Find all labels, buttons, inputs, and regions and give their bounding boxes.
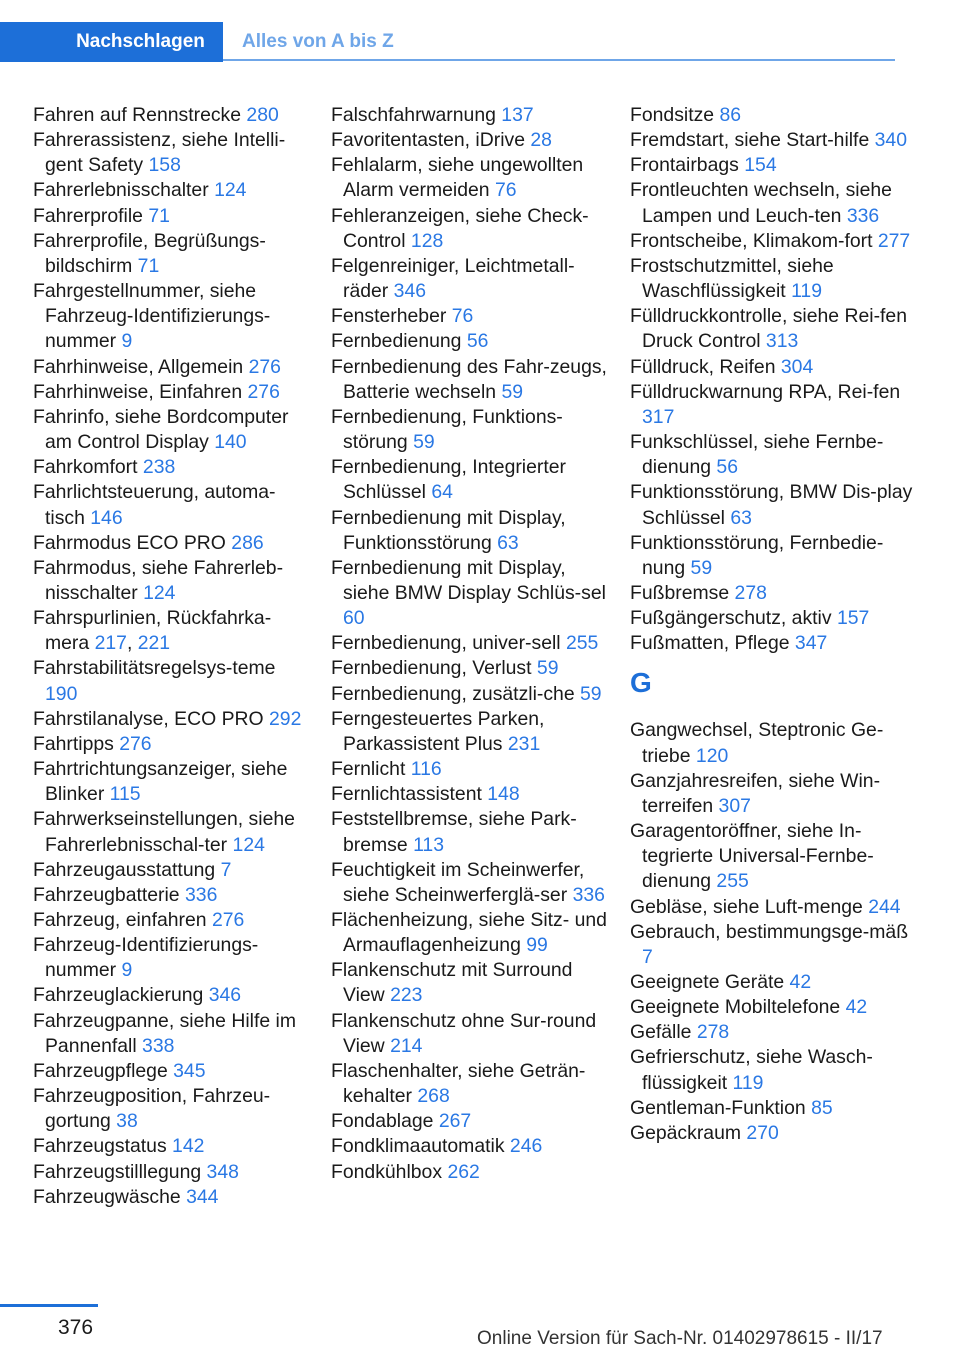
index-term: Fahrzeugwäsche (33, 1185, 181, 1208)
page-link[interactable]: 231 (507, 732, 541, 755)
index-term: Fensterheber (331, 305, 447, 328)
index-term: Fahrtrichtungsanzeiger, siehe Blinker (33, 758, 288, 806)
index-entry (33, 556, 313, 606)
index-entry (630, 355, 920, 380)
index-term: Fernbedienung mit Display, Funktionsstörung (331, 506, 566, 554)
index-entry (33, 204, 313, 229)
page-link[interactable]: 154 (744, 154, 777, 177)
index-entry (331, 682, 611, 707)
index-term: Fernlichtassistent (331, 783, 482, 806)
index-term: Fahrtipps (33, 732, 114, 755)
index-column-3 (630, 103, 920, 1146)
index-term: Feststellbremse, siehe Park-bremse (331, 808, 577, 856)
index-entry (630, 718, 920, 768)
page-link[interactable]: 246 (509, 1135, 543, 1158)
index-term: Fahrerassistenz, siehe Intelli-gent Safety (33, 129, 286, 177)
page-link[interactable]: 71 (137, 254, 160, 277)
index-entry (630, 1121, 920, 1146)
tab-alles-von-a-bis-z[interactable]: Alles von A bis Z (242, 31, 394, 52)
index-entry (331, 958, 611, 1008)
page-link[interactable]: 59 (413, 431, 435, 454)
index-entry (331, 1009, 611, 1059)
index-term: Gangwechsel, Steptronic Ge-triebe (630, 719, 884, 767)
index-term: Fehleranzeigen, siehe Check-Control (331, 204, 589, 252)
page-link[interactable]: 148 (487, 783, 520, 806)
page-link[interactable]: 276 (247, 380, 280, 403)
page-link[interactable]: 59 (580, 682, 602, 705)
index-entry (630, 153, 920, 178)
index-entry (331, 204, 611, 254)
page-link[interactable]: 338 (142, 1034, 175, 1057)
page-link[interactable]: 9 (121, 330, 133, 353)
index-entry (331, 757, 611, 782)
index-term: Fülldruckkontrolle, siehe Rei-fen Druck Control (630, 305, 907, 353)
page-link[interactable]: 124 (232, 833, 265, 856)
page-link[interactable]: 71 (148, 204, 170, 227)
index-entry (630, 531, 920, 581)
page-link[interactable]: 280 (246, 104, 279, 126)
page-link[interactable]: 9 (121, 959, 133, 982)
index-entry (33, 1009, 313, 1059)
page-link[interactable]: 124 (143, 581, 176, 604)
index-term: Frostschutzmittel, siehe Waschflüssigkeit (630, 254, 834, 303)
index-term: Fahrzeugausstattung (33, 858, 216, 881)
index-term: Fahrmodus ECO PRO (33, 531, 226, 554)
index-term: Fülldruckwarnung RPA, Rei-fen (630, 380, 901, 403)
index-entry (331, 1109, 611, 1134)
index-entry (33, 229, 313, 279)
index-entry: Fahrspurlinien, Rückfahrka-mera 217, 221 (33, 607, 272, 655)
index-term: Fahrspurlinien, Rückfahrka-mera (33, 607, 272, 655)
page-number-bar (0, 1304, 98, 1307)
index-entry (630, 254, 920, 304)
index-entry (630, 895, 920, 920)
index-entry (630, 178, 920, 228)
index-entry (331, 556, 611, 631)
page-link[interactable]: 113 (413, 833, 444, 856)
index-entry (630, 631, 920, 656)
index-term: Fahrstilanalyse, ECO PRO (33, 707, 264, 730)
page-link[interactable]: 99 (526, 934, 548, 957)
index-term: Falschfahrwarnung (331, 104, 496, 126)
index-term: Geeignete Geräte (630, 971, 785, 993)
page-link[interactable]: 304 (780, 355, 814, 378)
page-header (0, 22, 895, 62)
page-link[interactable]: 56 (716, 456, 738, 479)
index-entry (331, 506, 611, 556)
index-term: Flankenschutz ohne Sur-round View (331, 1009, 597, 1057)
page-link[interactable]: 190 (45, 682, 78, 705)
page-link[interactable]: 42 (845, 996, 868, 1019)
index-term: Fremdstart, siehe Start-hilfe (630, 129, 870, 152)
index-entry (331, 656, 611, 681)
index-term: Fahrerprofile, Begrüßungs-bildschirm (33, 229, 266, 277)
index-term: Fondsitze (630, 104, 715, 126)
index-entry (33, 983, 313, 1008)
index-term: Fernbedienung, univer-sell (331, 632, 561, 655)
index-term: Fondkühlbox (331, 1160, 443, 1183)
index-term: Frontscheibe, Klimakom-fort (630, 229, 873, 252)
index-entry (33, 455, 313, 480)
index-entry (630, 480, 920, 530)
page-link[interactable]: 38 (116, 1110, 138, 1133)
page-link[interactable]: 278 (734, 581, 767, 604)
page-link[interactable]: 286 (231, 531, 264, 554)
page-link[interactable]: 277 (877, 229, 911, 252)
page-link[interactable]: 238 (142, 456, 176, 479)
index-entry (630, 920, 920, 970)
index-entry (630, 606, 920, 631)
page-link[interactable]: 346 (208, 984, 242, 1007)
index-term: Fußbremse (630, 581, 730, 604)
index-entry (33, 757, 313, 807)
index-entry (630, 430, 920, 480)
page-link[interactable]: 137 (501, 104, 534, 126)
index-term: Fahrzeugstilllegung (33, 1160, 202, 1183)
index-entry (630, 128, 920, 153)
index-entry (331, 254, 611, 304)
index-entry (630, 229, 920, 254)
index-entry (331, 128, 611, 153)
page-link[interactable]: 76 (451, 305, 474, 328)
index-entry (630, 1020, 920, 1045)
index-term: Funktionsstörung, BMW Dis-play Schlüssel (630, 481, 913, 529)
page-link[interactable]: 347 (794, 632, 828, 655)
page-link[interactable]: 267 (438, 1110, 472, 1133)
page-link[interactable]: 344 (186, 1185, 219, 1208)
index-term: Fondklimaautomatik (331, 1135, 505, 1158)
page-link[interactable]: 292 (269, 707, 302, 730)
page-link[interactable]: 142 (172, 1135, 205, 1158)
tab-nachschlagen[interactable]: Nachschlagen (0, 22, 223, 62)
page-link[interactable]: 59 (536, 657, 559, 680)
index-term: Gefälle (630, 1021, 692, 1044)
index-term: Felgenreiniger, Leichtmetall-räder (331, 254, 575, 303)
index-term: Fahren auf Rennstrecke (33, 104, 242, 126)
index-column-1 (33, 103, 313, 1210)
index-term: Gepäckraum (630, 1121, 742, 1144)
index-term: Fahrkomfort (33, 456, 138, 479)
index-entry (33, 355, 313, 380)
page-link[interactable]: 336 (185, 883, 218, 906)
index-entry (33, 1160, 313, 1185)
index-entry (33, 1059, 313, 1084)
index-term: Geeignete Mobiltelefone (630, 996, 841, 1019)
page-link[interactable]: 60 (343, 607, 365, 630)
index-entry (33, 128, 313, 178)
index-term: Fahrerprofile (33, 204, 143, 227)
page-link[interactable]: 59 (690, 556, 713, 579)
page-link[interactable]: 255 (565, 632, 599, 655)
index-term: Funktionsstörung, Fernbedie-nung (630, 531, 884, 579)
index-entry (33, 1185, 313, 1210)
index-entry (33, 883, 313, 908)
index-term: Fernbedienung, Integrierter Schlüssel (331, 456, 566, 504)
index-term: Fahrzeug, einfahren (33, 909, 207, 931)
index-entry (331, 405, 611, 455)
index-term: Fahrhinweise, Allgemein (33, 355, 244, 378)
index-entry (331, 304, 611, 329)
index-entry (33, 807, 313, 857)
index-term: Fernbedienung des Fahr-zeugs, Batterie wechseln (331, 355, 607, 403)
index-term: Fehlalarm, siehe ungewollten Alarm vermeiden (331, 154, 584, 202)
index-term: Garagentoröffner, siehe In-tegrierte Universal-Fernbe-dienung (630, 820, 874, 893)
page-link[interactable]: 7 (642, 945, 653, 968)
index-entry (33, 1134, 313, 1159)
index-term: Ganzjahresreifen, siehe Win-terreifen (630, 769, 881, 817)
page-link[interactable]: 317 (642, 405, 675, 428)
index-term: Fahrzeugpanne, siehe Hilfe im Pannenfall (33, 1009, 296, 1057)
index-term: Fernbedienung (331, 330, 462, 353)
index-entry (630, 970, 920, 995)
index-entry (331, 103, 611, 128)
index-term: Flächenheizung, siehe Sitz- und Armauflagenheizung (331, 909, 607, 957)
index-term: Fußgängerschutz, aktiv (630, 607, 832, 630)
page-link[interactable]: 214 (390, 1034, 423, 1057)
page-link[interactable]: 278 (696, 1021, 730, 1044)
page-link[interactable]: 217 (94, 632, 127, 655)
page-link[interactable]: 268 (417, 1085, 450, 1108)
page-link[interactable]: 348 (206, 1160, 239, 1183)
index-term: Fahrwerkseinstellungen, siehe Fahrerlebnisschal-ter (33, 808, 295, 856)
index-term: Fahrinfo, siehe Bordcomputer am Control Display (33, 405, 289, 454)
index-term: Fahrzeug-Identifizierungs-nummer (33, 934, 259, 982)
index-term: Gefrierschutz, siehe Wasch-flüssigkeit (630, 1046, 873, 1094)
page-link[interactable]: 115 (109, 783, 141, 806)
index-entry (331, 707, 611, 757)
index-term: Fülldruck, Reifen (630, 355, 776, 378)
page-link[interactable]: 120 (695, 744, 729, 767)
index-term: Fahrzeuglackierung (33, 984, 204, 1007)
index-term: Fondablage (331, 1110, 434, 1133)
index-entry (630, 1096, 920, 1121)
index-entry (33, 707, 313, 732)
page-link[interactable]: 86 (719, 104, 742, 126)
index-term: Gebrauch, bestimmungsge-mäß (630, 920, 909, 943)
page-link[interactable]: 244 (868, 895, 901, 918)
page-link[interactable]: 119 (791, 280, 822, 303)
page-link[interactable]: 28 (530, 129, 552, 152)
index-term: Frontleuchten wechseln, siehe Lampen und Leuch-ten (630, 179, 892, 227)
index-entry (630, 304, 920, 354)
index-entry (33, 531, 313, 556)
page-link[interactable]: 262 (447, 1160, 480, 1183)
page-link[interactable]: 158 (148, 154, 181, 177)
page-link[interactable]: 345 (173, 1059, 206, 1082)
page-link[interactable]: 85 (811, 1096, 833, 1119)
index-term: Flankenschutz mit Surround View (331, 959, 573, 1007)
index-term: Fernbedienung mit Display, siehe BMW Display Schlüs-sel (331, 556, 606, 604)
index-column-2 (331, 103, 611, 1185)
index-term: Fahrhinweise, Einfahren (33, 380, 243, 403)
index-term: Favoritentasten, iDrive (331, 129, 525, 152)
page-link[interactable]: 56 (466, 330, 489, 353)
online-version-note: Online Version für Sach-Nr. 01402978615 - II/17 (477, 1328, 883, 1349)
page-link[interactable]: 157 (836, 607, 870, 630)
index-section-heading: G (630, 667, 652, 699)
index-term: Gentleman-Funktion (630, 1096, 806, 1119)
index-term: Gebläse, siehe Luft-menge (630, 895, 863, 918)
index-entry (331, 355, 611, 405)
index-term: Fahrlichtsteuerung, automa-tisch (33, 481, 276, 529)
index-term: Flaschenhalter, siehe Geträn-kehalter (331, 1059, 586, 1108)
page-link[interactable]: 124 (214, 179, 247, 202)
index-entry (331, 455, 611, 505)
page-link[interactable]: 270 (746, 1121, 779, 1144)
index-entry (331, 631, 611, 656)
index-entry (630, 103, 920, 128)
index-term: Feuchtigkeit im Scheinwerfer, siehe Scheinwerferglä-ser (331, 858, 585, 906)
page-link[interactable]: 223 (390, 984, 423, 1007)
index-entry (331, 153, 611, 203)
page-link[interactable]: 140 (214, 431, 247, 454)
page-link[interactable]: 276 (248, 355, 281, 378)
index-entry (331, 1134, 611, 1159)
index-term: Funkschlüssel, siehe Fernbe-dienung (630, 431, 884, 479)
index-term: Fernlicht (331, 758, 406, 781)
index-entry (630, 380, 920, 430)
page-link[interactable]: 313 (765, 330, 799, 353)
page-link[interactable]: 255 (716, 870, 749, 893)
page-link[interactable]: 59 (501, 380, 524, 403)
page-link[interactable]: 64 (431, 481, 453, 504)
index-term: Ferngesteuertes Parken, Parkassistent Plus (331, 707, 545, 755)
index-entry (33, 380, 313, 405)
page-link[interactable]: 336 (846, 204, 880, 227)
index-entry (331, 908, 611, 958)
index-entry (331, 1059, 611, 1109)
page-link[interactable]: 63 (497, 531, 519, 554)
page-link[interactable]: 276 (119, 732, 152, 755)
index-term: Fahrzeugstatus (33, 1135, 167, 1158)
page-link[interactable]: 76 (494, 179, 517, 202)
index-entry (33, 103, 313, 128)
index-entry (630, 769, 920, 819)
index-entry (33, 178, 313, 203)
header-divider (223, 59, 895, 61)
index-term: Fahrzeugpflege (33, 1059, 168, 1082)
index-entry (33, 933, 313, 983)
index-entry (630, 1045, 920, 1095)
index-entry (33, 480, 313, 530)
index-term: Fahrzeugposition, Fahrzeu-gortung (33, 1085, 271, 1133)
page-link[interactable]: 221 (137, 632, 171, 655)
page-link[interactable]: 63 (730, 506, 752, 529)
page-link[interactable]: 116 (410, 758, 442, 781)
index-entry (331, 1160, 611, 1185)
page-link[interactable]: 336 (572, 883, 605, 906)
index-term: Frontairbags (630, 154, 739, 177)
index-entry (331, 329, 611, 354)
index-entry (331, 807, 611, 857)
index-entry (630, 995, 920, 1020)
index-term: Fernbedienung, Verlust (331, 657, 532, 680)
index-entry (33, 656, 313, 706)
index-term: Fahrgestellnummer, siehe Fahrzeug-Identifizierungs-nummer (33, 280, 271, 353)
index-term: Fahrmodus, siehe Fahrerleb-nisschalter (33, 556, 284, 604)
page-link[interactable]: 128 (410, 229, 444, 252)
index-entry (33, 279, 313, 354)
index-term: Fernbedienung, zusätzli-che (331, 682, 575, 705)
index-entry (630, 819, 920, 894)
index-term: Fernbedienung, Funktions-störung (331, 405, 563, 454)
index-term: Fahrstabilitätsregelsys-teme (33, 657, 276, 680)
page-link[interactable]: 340 (874, 129, 907, 152)
index-entry (33, 1084, 313, 1134)
index-term: Fahrzeugbatterie (33, 883, 180, 906)
index-term: Fußmatten, Pflege (630, 632, 790, 655)
page-link[interactable]: 346 (393, 280, 427, 303)
page-link[interactable]: 42 (789, 971, 812, 993)
page-link[interactable]: 7 (220, 858, 232, 881)
page-number: 376 (58, 1316, 94, 1339)
index-entry (33, 908, 313, 933)
page-link[interactable]: 276 (211, 909, 245, 931)
index-entry (630, 581, 920, 606)
index-entry (331, 782, 611, 807)
page-link[interactable]: 119 (732, 1071, 764, 1094)
index-term: Fahrerlebnisschalter (33, 179, 209, 202)
index-entry (331, 858, 611, 908)
index-entry (33, 405, 313, 455)
page-link[interactable]: 146 (90, 506, 123, 529)
index-entry (33, 732, 313, 757)
page-link[interactable]: 307 (718, 794, 751, 817)
index-entry (33, 858, 313, 883)
